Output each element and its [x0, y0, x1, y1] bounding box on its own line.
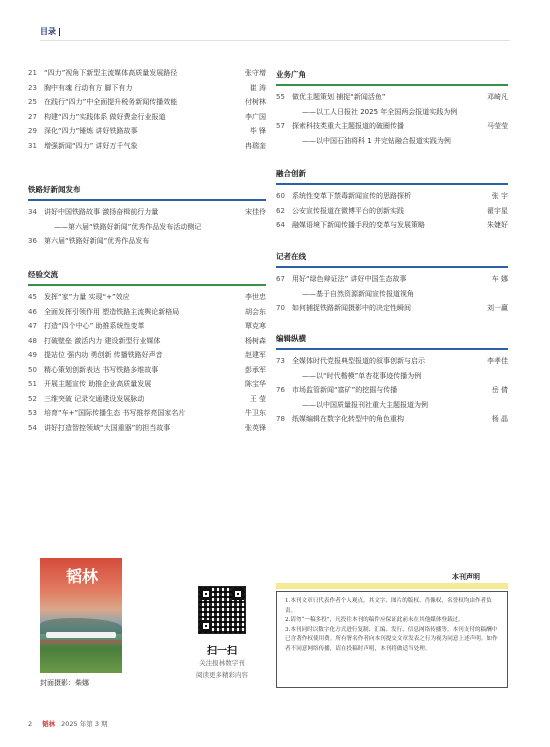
page-number-footer: 2 [28, 720, 33, 728]
article-subtitle: ——以中国质量报刊社重大主题报道为例 [302, 400, 428, 409]
page-number: 31 [28, 141, 37, 150]
toc-subtitle [276, 287, 508, 302]
scan-line-2: 阅读更多精彩内容 [196, 671, 248, 679]
article-title: 增强新闻“四力” 讲好万千气象 [44, 141, 138, 150]
article-title: 第六届“铁路好新闻”优秀作品发布 [44, 237, 150, 245]
page-number: 62 [276, 206, 285, 215]
article-subtitle: ——以中国石油将科 1 井完钻融合报道实践为例 [302, 136, 451, 145]
article-title: 市场监管新闻“富矿”的挖掘与传播 [292, 386, 398, 394]
section-reporter-online [276, 251, 508, 316]
scan-line-1: 关注报林数字刊 [199, 659, 245, 667]
section-title: 经验交流 [28, 270, 58, 279]
article-author: 毕 锋 [249, 127, 266, 135]
section-rule [28, 284, 266, 286]
page-number: 45 [28, 293, 37, 301]
toc-entry[interactable] [28, 234, 266, 249]
article-title: 融媒语境下新闻传播手段的变革与发展策略 [292, 221, 425, 229]
section-title: 记者在线 [276, 252, 306, 261]
toc-entry[interactable] [28, 124, 266, 139]
footer-logo: 韬林 [42, 720, 56, 728]
toc-entry[interactable] [28, 421, 266, 436]
declaration-item: 1.本刊文章只代表作者个人观点，其文字、图片的版权、肖像权、名誉权均由作者负责。 [285, 598, 492, 614]
toc-entry[interactable] [28, 363, 266, 378]
cover-train [46, 632, 116, 638]
article-author: 翟宇星 [487, 206, 508, 215]
toc-entry[interactable] [276, 301, 508, 316]
header-rule [40, 40, 510, 41]
page-number: 27 [28, 112, 37, 121]
qr-block [182, 586, 262, 681]
page-number: 55 [276, 93, 285, 101]
left-top-list [28, 66, 266, 153]
header-divider [59, 28, 60, 36]
article-author: 张英锋 [245, 423, 266, 432]
page-number: 76 [276, 386, 285, 394]
article-title: “四力”视角下新型主流媒体高质量发展路径 [44, 69, 178, 77]
declaration-label: 本刊声明 [452, 573, 480, 581]
article-author: 李广国 [245, 112, 266, 121]
declaration-item: 3.本刊同时以数字化方式进行复制、汇编、发行、信息网络传播等。本刊支付的稿酬中已含著作权使用费。所有署名作者向本刊提交文章发表之行为视为同意上述声明。如作者不同意网络传播，请在投稿时声明，本刊将做适当处理。 [285, 626, 498, 652]
toc-entry[interactable] [276, 119, 508, 134]
article-author: 刘一赢 [487, 304, 508, 312]
article-title: 全面发挥引领作用 塑造铁路主流舆论新格局 [44, 307, 180, 316]
article-author: 冉瑞奎 [245, 141, 266, 150]
article-author: 朱婕好 [487, 221, 508, 229]
toc-entry[interactable] [28, 377, 266, 392]
page-number: 47 [28, 322, 37, 330]
article-subtitle: ——第六届“铁路好新闻”优秀作品发布活动侧记 [54, 222, 202, 231]
article-author: 车 娜 [491, 275, 508, 283]
toc-subtitle [28, 220, 266, 235]
toc-entry[interactable] [28, 334, 266, 349]
toc-entry[interactable] [276, 354, 508, 369]
toc-entry[interactable] [28, 139, 266, 154]
toc-entry[interactable] [276, 383, 508, 398]
section-rule [276, 84, 508, 86]
toc-entry[interactable] [28, 110, 266, 125]
article-title: 讲好打造智控领域“大国重器”的担当故事 [44, 423, 171, 432]
toc-entry[interactable] [276, 90, 508, 105]
article-title: 精心策划创新表达 书写铁路多维故事 [44, 365, 159, 374]
page-number: 67 [276, 275, 285, 283]
toc-subtitle [276, 134, 508, 149]
page-number: 29 [28, 127, 37, 135]
article-author: 宋佳伶 [245, 208, 266, 216]
page-number: 78 [276, 415, 285, 423]
article-title: 全媒体时代党报典型报道的叙事创新与启示 [292, 357, 425, 365]
toc-entry[interactable] [276, 412, 508, 427]
article-author: 杨 晶 [491, 415, 508, 423]
toc-entry[interactable] [28, 392, 266, 407]
page-number: 57 [276, 122, 285, 130]
article-author: 张守增 [245, 69, 266, 77]
toc-subtitle [276, 369, 508, 384]
toc-entry[interactable] [28, 406, 266, 421]
article-author: 马莹莹 [487, 122, 508, 130]
article-title: 深化“四力”锤炼 讲好铁路故事 [44, 127, 138, 135]
article-title: 如何捕捉铁路新闻摄影中的决定性瞬间 [292, 304, 411, 312]
section-title: 编辑纵横 [276, 334, 306, 343]
toc-entry[interactable] [28, 95, 266, 110]
section-experience [28, 269, 266, 435]
cover-block [40, 558, 122, 688]
page-number: 49 [28, 351, 37, 359]
section-rule [276, 348, 508, 350]
article-author: 覃克寒 [245, 322, 266, 330]
page-number: 23 [28, 83, 37, 92]
page-number: 51 [28, 380, 37, 388]
article-author: 杨树森 [245, 336, 266, 345]
toc-entry[interactable] [276, 189, 508, 204]
article-title: 构建“四力”实践体系 做好费金行业报道 [44, 112, 166, 121]
cover-caption: 封面摄影：柴娜 [40, 679, 89, 687]
section-editor [276, 333, 508, 427]
declaration-item: 2.请勿“一稿多投”，凡投往本刊的稿件应保证此前未在其他媒体登载过。 [285, 617, 464, 624]
toc-entry[interactable] [28, 305, 266, 320]
section-business [276, 69, 508, 148]
toc-entry[interactable] [276, 204, 508, 219]
section-title: 融合创新 [276, 169, 306, 178]
declaration-box [276, 591, 508, 688]
toc-entry[interactable] [276, 272, 508, 287]
page-number: 60 [276, 192, 285, 200]
section-title: 铁路好新闻发布 [28, 185, 81, 194]
article-author: 陈宝华 [245, 380, 266, 388]
section-rule [276, 183, 508, 185]
toc-entry[interactable] [28, 290, 266, 305]
article-title: 做优主题策划 捕捉“新闻活鱼” [292, 93, 386, 101]
article-title: 培育“车+”国际传播生态 书写推荐亮国家名片 [44, 409, 186, 417]
article-title: 提站位 强内功 勇创新 传播铁路好声音 [44, 351, 163, 359]
cover-image[interactable] [40, 558, 122, 673]
article-title: 纸媒编辑在数字化转型中的角色重构 [292, 415, 404, 423]
article-title: 打破壁垒 激活内力 建设新型行业媒体 [44, 336, 161, 345]
article-author: 胡会东 [245, 307, 266, 316]
toc-entry[interactable] [276, 218, 508, 233]
section-title: 业务广角 [276, 70, 306, 79]
article-author: 付树林 [245, 98, 266, 106]
article-title: 用好“绿色辩证法” 讲好中国生态故事 [292, 275, 407, 283]
article-title: 探索科技类重大主题报道的破圈传播 [292, 122, 404, 130]
page-number: 64 [276, 221, 285, 229]
page-number: 21 [28, 69, 37, 77]
page-footer [28, 719, 108, 728]
declaration-bar [276, 583, 508, 589]
left-column [28, 66, 266, 153]
article-subtitle: ——基于自然资源新闻宣传报道视角 [302, 289, 414, 298]
toc-entry[interactable] [28, 319, 266, 334]
article-title: 系统性变革下禁毒新闻宣传的思路探析 [292, 192, 411, 200]
qr-code-icon[interactable] [198, 586, 246, 634]
page-number: 73 [276, 357, 285, 365]
toc-subtitle [276, 398, 508, 413]
scan-title: 扫一扫 [207, 646, 237, 657]
toc-entry[interactable] [28, 81, 266, 96]
article-subtitle: ——以“时代楷模”单杏花事迹传播为例 [302, 371, 422, 380]
toc-header-label: 目录 [40, 27, 56, 36]
section-rule [28, 199, 266, 201]
article-author: 李孝佳 [487, 357, 508, 365]
section-railway-news [28, 184, 266, 249]
article-title: 打造“四个中心” 助推系统性变革 [44, 322, 145, 330]
section-rule [276, 266, 508, 268]
page-number: 50 [28, 365, 37, 374]
page-number: 53 [28, 409, 37, 417]
toc-entry[interactable] [28, 205, 266, 220]
toc-entry[interactable] [28, 66, 266, 81]
article-author: 李世忠 [245, 293, 266, 301]
article-subtitle: ——以工人日报社 2025 年全国两会报道实践为例 [302, 107, 458, 116]
toc-entry[interactable] [28, 348, 266, 363]
page-number: 48 [28, 336, 37, 345]
article-title: 开展主题宣传 助推企业高质量发展 [44, 380, 152, 388]
article-author: 王 莹 [249, 394, 266, 403]
issue-label: 2025 年第 3 期 [61, 720, 108, 728]
cover-bridge [40, 640, 122, 644]
article-author: 赵建军 [245, 351, 266, 359]
article-title: 讲好中国铁路故事 激扬奋楫前行力量 [44, 208, 159, 216]
article-title: 发挥“家”力量 实现“+”效应 [44, 293, 130, 301]
page-number: 25 [28, 98, 37, 106]
section-fusion [276, 168, 508, 233]
article-author: 邓崎凡 [487, 93, 508, 101]
article-title: 公安宣传报道在微博平台的创新实践 [292, 206, 404, 215]
article-author: 彭承军 [245, 365, 266, 374]
article-title: 在践行“四力”中全面提升税务新闻传播效能 [44, 98, 178, 106]
toc-subtitle [276, 105, 508, 120]
page-number: 34 [28, 208, 37, 216]
page-number: 52 [28, 394, 37, 403]
page-number: 70 [276, 304, 285, 312]
article-title: 胸中有魂 行动有方 脚下有力 [44, 83, 133, 92]
article-author: 崔 涛 [249, 83, 266, 92]
page-number: 54 [28, 423, 37, 432]
page-number: 46 [28, 307, 37, 316]
article-author: 牛卫东 [245, 409, 266, 417]
article-author: 张 宇 [491, 192, 508, 200]
article-author: 岳 倩 [491, 386, 508, 394]
article-title: 三维突破 记录交通建设发展脉动 [44, 394, 145, 403]
cover-masthead: 韬林 [66, 567, 99, 586]
toc-header [40, 26, 60, 37]
page-number: 36 [28, 237, 37, 245]
